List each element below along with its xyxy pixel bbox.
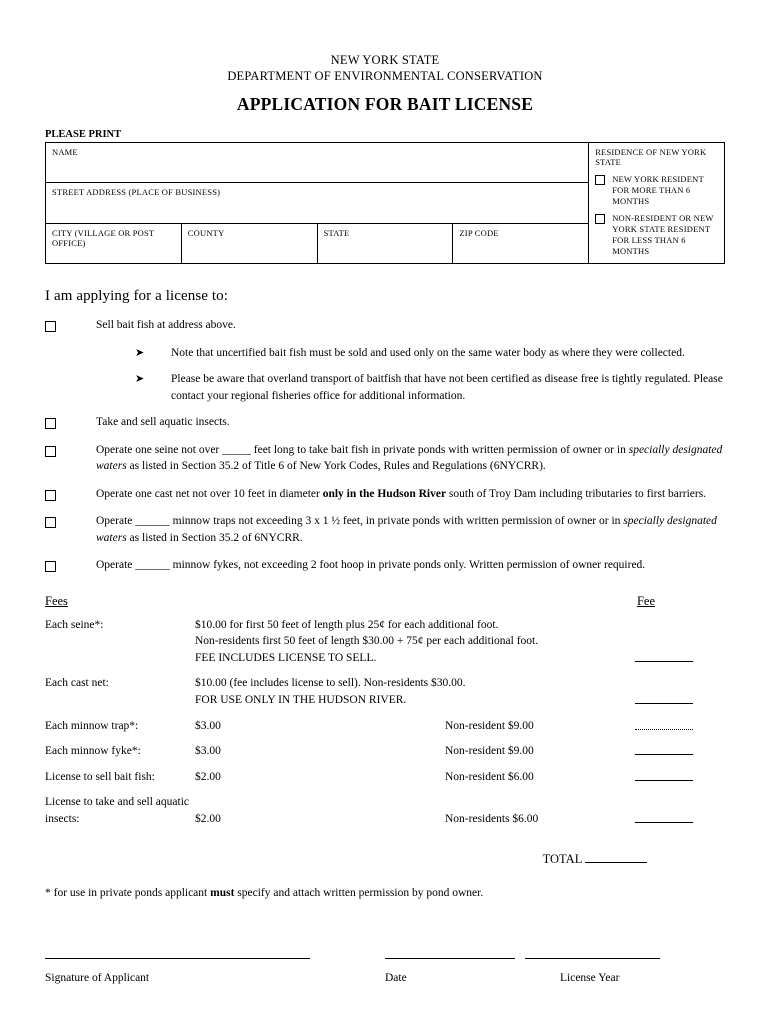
name-label: NAME (52, 147, 78, 157)
table-row (45, 794, 725, 837)
signature-label: Signature of Applicant (45, 971, 150, 984)
license-option-5-part-b: as listed in Section 35.2 of 6NYCRR. (126, 531, 303, 544)
table-row (45, 769, 725, 795)
table-row (45, 718, 725, 744)
fee-item-description: $3.00 (195, 745, 221, 757)
license-option-3-emphasis: specially designated waters (96, 443, 723, 472)
fee-item-label: Each cast net: (45, 677, 109, 689)
street-address-field[interactable] (46, 183, 589, 223)
fee-nonresident: Non-resident $6.00 (445, 770, 534, 783)
fee-item-description: $10.00 (fee includes license to sell). Non-residents $30.00. FOR USE ONLY IN THE HUDSON RIVER. (195, 677, 466, 706)
license-option-5-part-a: Operate ______ minnow traps not exceeding 3 x 1 ½ feet, in private ponds with written permission of owner or in (96, 515, 624, 527)
license-option-aquatic-insects[interactable] (45, 414, 725, 431)
arrow-icon: ➤ (135, 373, 145, 385)
fee-nonresident: Non-resident $9.00 (445, 745, 534, 757)
license-option-seine[interactable] (45, 442, 725, 475)
fee-item-description: $10.00 for first 50 feet of length plus 25¢ for each additional foot. Non-residents first 50 feet of length $30.00 + 75¢ per each additional foot. FEE INCLUDES LICENSE TO SELL. (195, 618, 539, 664)
county-field[interactable] (181, 223, 317, 263)
note-overland-transport (135, 371, 725, 404)
fee-nonresident: Non-residents $6.00 (445, 813, 539, 825)
total-amount-input[interactable] (585, 851, 647, 863)
checkbox-icon[interactable] (45, 418, 56, 429)
fee-nonresident: Non-resident $9.00 (445, 719, 534, 732)
license-option-6-label: Operate ______ minnow fykes, not exceeding 2 foot hoop in private ponds only. Written permission of owner required. (96, 559, 646, 571)
residence-block (589, 143, 725, 264)
fee-item-description: $2.00 (195, 770, 221, 783)
residence-title: RESIDENCE OF NEW YORK STATE (595, 147, 707, 167)
residence-option-2-label: NON-RESIDENT OR NEW YORK STATE RESIDENT FOR LESS THAN 6 MONTHS (612, 213, 714, 256)
fee-item-label: Each seine*: (45, 618, 104, 631)
county-label: COUNTY (187, 227, 225, 238)
license-option-sell-bait-fish[interactable] (45, 317, 725, 334)
license-option-cast-net[interactable] (45, 486, 725, 503)
fee-item-description: $3.00 (195, 719, 221, 732)
license-option-1-label: Sell bait fish at address above. (96, 319, 236, 331)
residence-option-2[interactable] (595, 213, 718, 257)
state-field[interactable] (317, 223, 453, 263)
applying-heading: I am applying for a license to: (45, 288, 229, 304)
checkbox-icon[interactable] (45, 321, 56, 332)
state-label: STATE (323, 227, 350, 238)
footnote-part-a: * for use in private ponds applicant (45, 886, 211, 899)
license-option-minnow-traps[interactable] (45, 513, 725, 546)
fees-table (45, 617, 725, 837)
agency-line-2: DEPARTMENT OF ENVIRONMENTAL CONSERVATION (227, 69, 543, 83)
signature-labels (45, 972, 725, 984)
street-address-label: STREET ADDRESS (PLACE OF BUSINESS) (52, 187, 221, 198)
fees-header-row (45, 594, 725, 609)
footnote-part-b: specify and attach written permission by pond owner. (234, 886, 484, 899)
fee-item-label: Each minnow fyke*: (45, 745, 141, 757)
table-row (45, 617, 725, 676)
checkbox-icon[interactable] (45, 446, 56, 457)
city-label: CITY (VILLAGE OR POST OFFICE) (52, 227, 155, 248)
applicant-info-table (45, 142, 725, 264)
checkbox-icon[interactable] (45, 561, 56, 572)
please-print-label: PLEASE PRINT (45, 129, 122, 140)
date-label: Date (385, 971, 407, 984)
fee-amount-input[interactable] (635, 743, 725, 769)
fees-heading: Fees (45, 593, 68, 608)
fee-amount-input[interactable] (635, 675, 725, 718)
note-2-text-b: Please contact your regional fisheries office for additional information. (171, 373, 723, 402)
name-field[interactable] (46, 143, 589, 183)
footnote (45, 887, 725, 899)
signature-lines (45, 957, 725, 959)
agency-line-1: NEW YORK STATE (330, 53, 440, 67)
total-label: TOTAL (542, 851, 582, 866)
residence-option-1-label: NEW YORK RESIDENT FOR MORE THAN 6 MONTHS (612, 174, 704, 206)
checkbox-icon[interactable] (45, 517, 56, 528)
note-2-text-a: Please be aware that overland transport of baitfish that have not been certified as disease free is tightly regulated. (171, 373, 691, 385)
fee-item-label: License to take and sell aquatic insects: (45, 796, 190, 825)
signature-input[interactable] (45, 957, 310, 959)
license-year-label: License Year (560, 971, 620, 984)
note-1-text: Note that uncertified bait fish must be sold and used only on the same water body as where they were collected. (171, 346, 685, 359)
zip-label: ZIP CODE (459, 227, 499, 238)
license-option-minnow-fykes[interactable] (45, 557, 725, 574)
fee-item-description: $2.00 (195, 813, 221, 825)
arrow-icon: ➤ (135, 346, 145, 359)
license-option-4-part-a: Operate one cast net not over 10 feet in diameter (96, 487, 323, 500)
footnote-bold: must (210, 886, 235, 899)
fee-amount-input[interactable] (635, 718, 725, 744)
license-option-4-part-b: south of Troy Dam including tributaries to first barriers. (446, 487, 707, 500)
checkbox-icon[interactable] (595, 214, 605, 224)
fee-item-label: Each minnow trap*: (45, 719, 139, 732)
fee-amount-input[interactable] (635, 617, 725, 676)
note-uncertified-bait (135, 345, 725, 362)
residence-option-1[interactable] (595, 174, 718, 207)
fee-heading: Fee (636, 593, 655, 608)
checkbox-icon[interactable] (595, 175, 605, 185)
checkbox-icon[interactable] (45, 490, 56, 501)
page-title: APPLICATION FOR BAIT LICENSE (236, 94, 534, 114)
license-option-3-part-a: Operate one seine not over _____ feet long to take bait fish in private ponds with written permission of owner or in (96, 443, 629, 456)
date-input[interactable] (385, 957, 515, 959)
table-row (45, 743, 725, 769)
fee-amount-input[interactable] (635, 769, 725, 795)
zip-field[interactable] (453, 223, 589, 263)
total-row (45, 851, 725, 867)
city-field[interactable] (46, 223, 182, 263)
license-option-4-bold: only in the Hudson River (322, 487, 447, 500)
fee-amount-input[interactable] (635, 794, 725, 837)
table-row (45, 675, 725, 718)
license-option-3-part-b: as listed in Section 35.2 of Title 6 of New York Codes, Rules and Regulations (6NYCRR). (126, 460, 546, 472)
license-option-5-emphasis: specially designated waters (96, 515, 717, 544)
fee-item-label: License to sell bait fish: (45, 770, 155, 783)
license-option-2-label: Take and sell aquatic insects. (96, 416, 230, 428)
license-year-input[interactable] (525, 957, 660, 959)
